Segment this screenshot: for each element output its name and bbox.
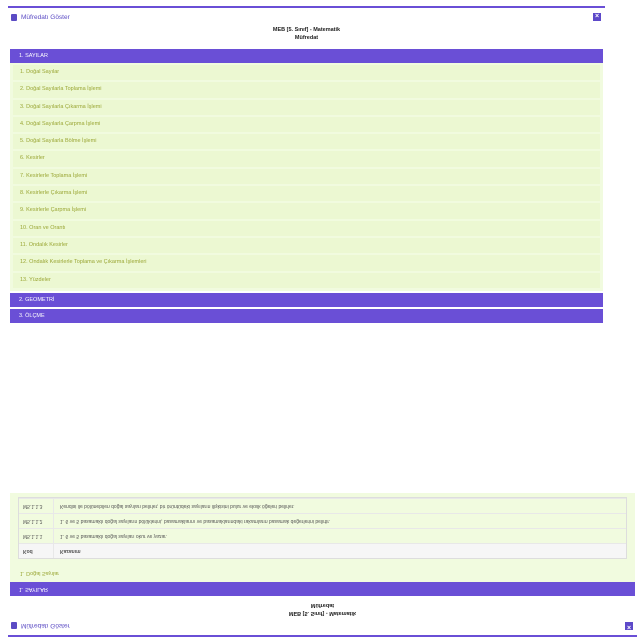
row-text: 1. 6 ve 5 basamaklı doğal sayıların bölüklerini, basamaklarını ve basamaklarındaki rakamların basamak değerlerini belirtir.: [60, 517, 331, 524]
list-item[interactable]: 7. Kesirlerle Toplama İşlemi: [13, 169, 600, 184]
table-row: [19, 513, 626, 528]
row-text: Kendisi ile bölünebilen doğal sayıları belirler, bir örüntüdeki sayıların ilişkisini bulur ve eksik öğeleri belirler.: [60, 502, 295, 509]
list-item[interactable]: 5. Doğal Sayılarla Bölme İşlemi: [13, 134, 600, 149]
list-item[interactable]: 9. Kesirlerle Çarpma İşlemi: [13, 203, 600, 218]
row-code: M5.1.1.1: [19, 529, 54, 543]
book-icon: [11, 14, 17, 21]
table-header-text: Kazanım: [60, 547, 81, 554]
reflection-subheading: Müfredat: [310, 602, 335, 608]
reflection-title: [11, 623, 70, 630]
section-sayilar[interactable]: 1. SAYILAR: [10, 49, 603, 63]
page-title: MEB [5. Sınıf] - Matematik: [272, 27, 341, 33]
list-item[interactable]: 12. Ondalık Kesirlerle Toplama ve Çıkarma İşlemleri: [13, 255, 600, 270]
page-subtitle: Müfredat: [294, 35, 319, 41]
reflection-header: [8, 617, 637, 635]
row-text: 1. 6 ve 5 basamaklı doğal sayıları okur ve yazar.: [60, 532, 167, 539]
list-item[interactable]: 4. Doğal Sayılarla Çarpma İşlemi: [13, 117, 600, 132]
reflection-items: [10, 493, 635, 582]
list-item[interactable]: 3. Doğal Sayılarla Çıkarma İşlemi: [13, 100, 600, 115]
panel-title: [11, 14, 70, 21]
reflection-section: 1. SAYILAR: [10, 582, 635, 596]
table-header-row: [19, 543, 626, 558]
table-header-code: Kod: [19, 544, 54, 558]
close-button[interactable]: ×: [594, 13, 600, 20]
section-olcme[interactable]: 3. ÖLÇME: [10, 309, 603, 323]
reflection-panel: [8, 493, 637, 637]
panel-title-text: Müfredatı Göster: [21, 13, 70, 21]
list-item[interactable]: 11. Ondalık Kesirler: [13, 238, 600, 253]
list-item[interactable]: 6. Kesirler: [13, 151, 600, 166]
reflection-table: [18, 497, 627, 559]
list-item[interactable]: 2. Doğal Sayılarla Toplama İşlemi: [13, 82, 600, 97]
reflection-block: [8, 462, 637, 637]
section-items: [10, 63, 603, 291]
row-code: M5.1.1.2: [19, 514, 54, 528]
reflection-item: 1. Doğal Sayılar: [13, 565, 632, 580]
list-item[interactable]: 1. Doğal Sayılar: [13, 65, 600, 80]
reflection-title-text: Müfredatı Göster: [21, 622, 70, 630]
list-item[interactable]: 10. Oran ve Orantı: [13, 221, 600, 236]
curriculum-panel: [8, 6, 605, 323]
panel-header: [8, 8, 605, 26]
reflection-close-button: ×: [626, 623, 632, 630]
reflection-heading: MEB [5. Sınıf] - Matematik: [288, 610, 357, 616]
book-icon: [11, 623, 17, 630]
table-row: [19, 498, 626, 513]
table-row: [19, 528, 626, 543]
list-item[interactable]: 8. Kesirlerle Çıkarma İşlemi: [13, 186, 600, 201]
row-code: M5.1.1.3: [19, 499, 54, 513]
list-item[interactable]: 13. Yüzdeler: [13, 273, 600, 288]
section-geometri[interactable]: 2. GEOMETRİ: [10, 293, 603, 307]
